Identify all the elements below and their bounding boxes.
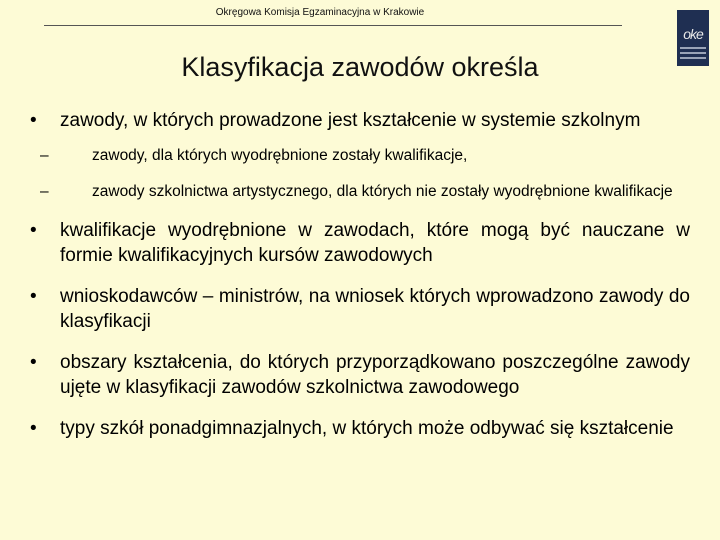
list-item-text: typy szkół ponadgimnazjalnych, w których może odbywać się kształcenie (60, 418, 674, 439)
bullet-icon: • (30, 352, 37, 373)
header-text: Okręgowa Komisja Egzaminacyjna w Krakowie (215, 7, 425, 18)
sub-list-item-text: zawody szkolnictwa artystycznego, dla których nie zostały wyodrębnione kwalifikacje (92, 183, 673, 200)
list-item (30, 108, 690, 133)
bullet-list (30, 108, 690, 441)
oke-logo-mark: oke (683, 26, 703, 42)
dash-icon: – (40, 147, 49, 164)
list-item-text: obszary kształcenia, do których przyporządkowano poszczególne zawody ujęte w klasyfikacji zawodów szkolnictwa zawodowego (60, 352, 690, 398)
bullet-icon: • (30, 110, 37, 131)
sub-list-item-text: zawody, dla których wyodrębnione zostały kwalifikacje, (92, 147, 468, 164)
bullet-icon: • (30, 418, 37, 439)
slide-title: Klasyfikacja zawodów określa (181, 52, 539, 82)
list-item (30, 284, 690, 334)
list-item-text: kwalifikacje wyodrębnione w zawodach, które mogą być nauczane w formie kwalifikacyjnych kursów zawodowych (60, 220, 690, 266)
bullet-icon: • (30, 220, 37, 241)
sub-list-item (30, 145, 690, 166)
sub-list-item (30, 181, 690, 202)
list-item-text: zawody, w których prowadzone jest kształcenie w systemie szkolnym (60, 110, 641, 131)
dash-icon: – (40, 183, 49, 200)
list-item (30, 350, 690, 400)
list-item-text: wnioskodawców – ministrów, na wniosek których wprowadzono zawody do klasyfikacji (60, 286, 690, 332)
list-item (30, 218, 690, 268)
bullet-icon: • (30, 286, 37, 307)
list-item (30, 416, 690, 441)
header-divider (44, 25, 622, 26)
